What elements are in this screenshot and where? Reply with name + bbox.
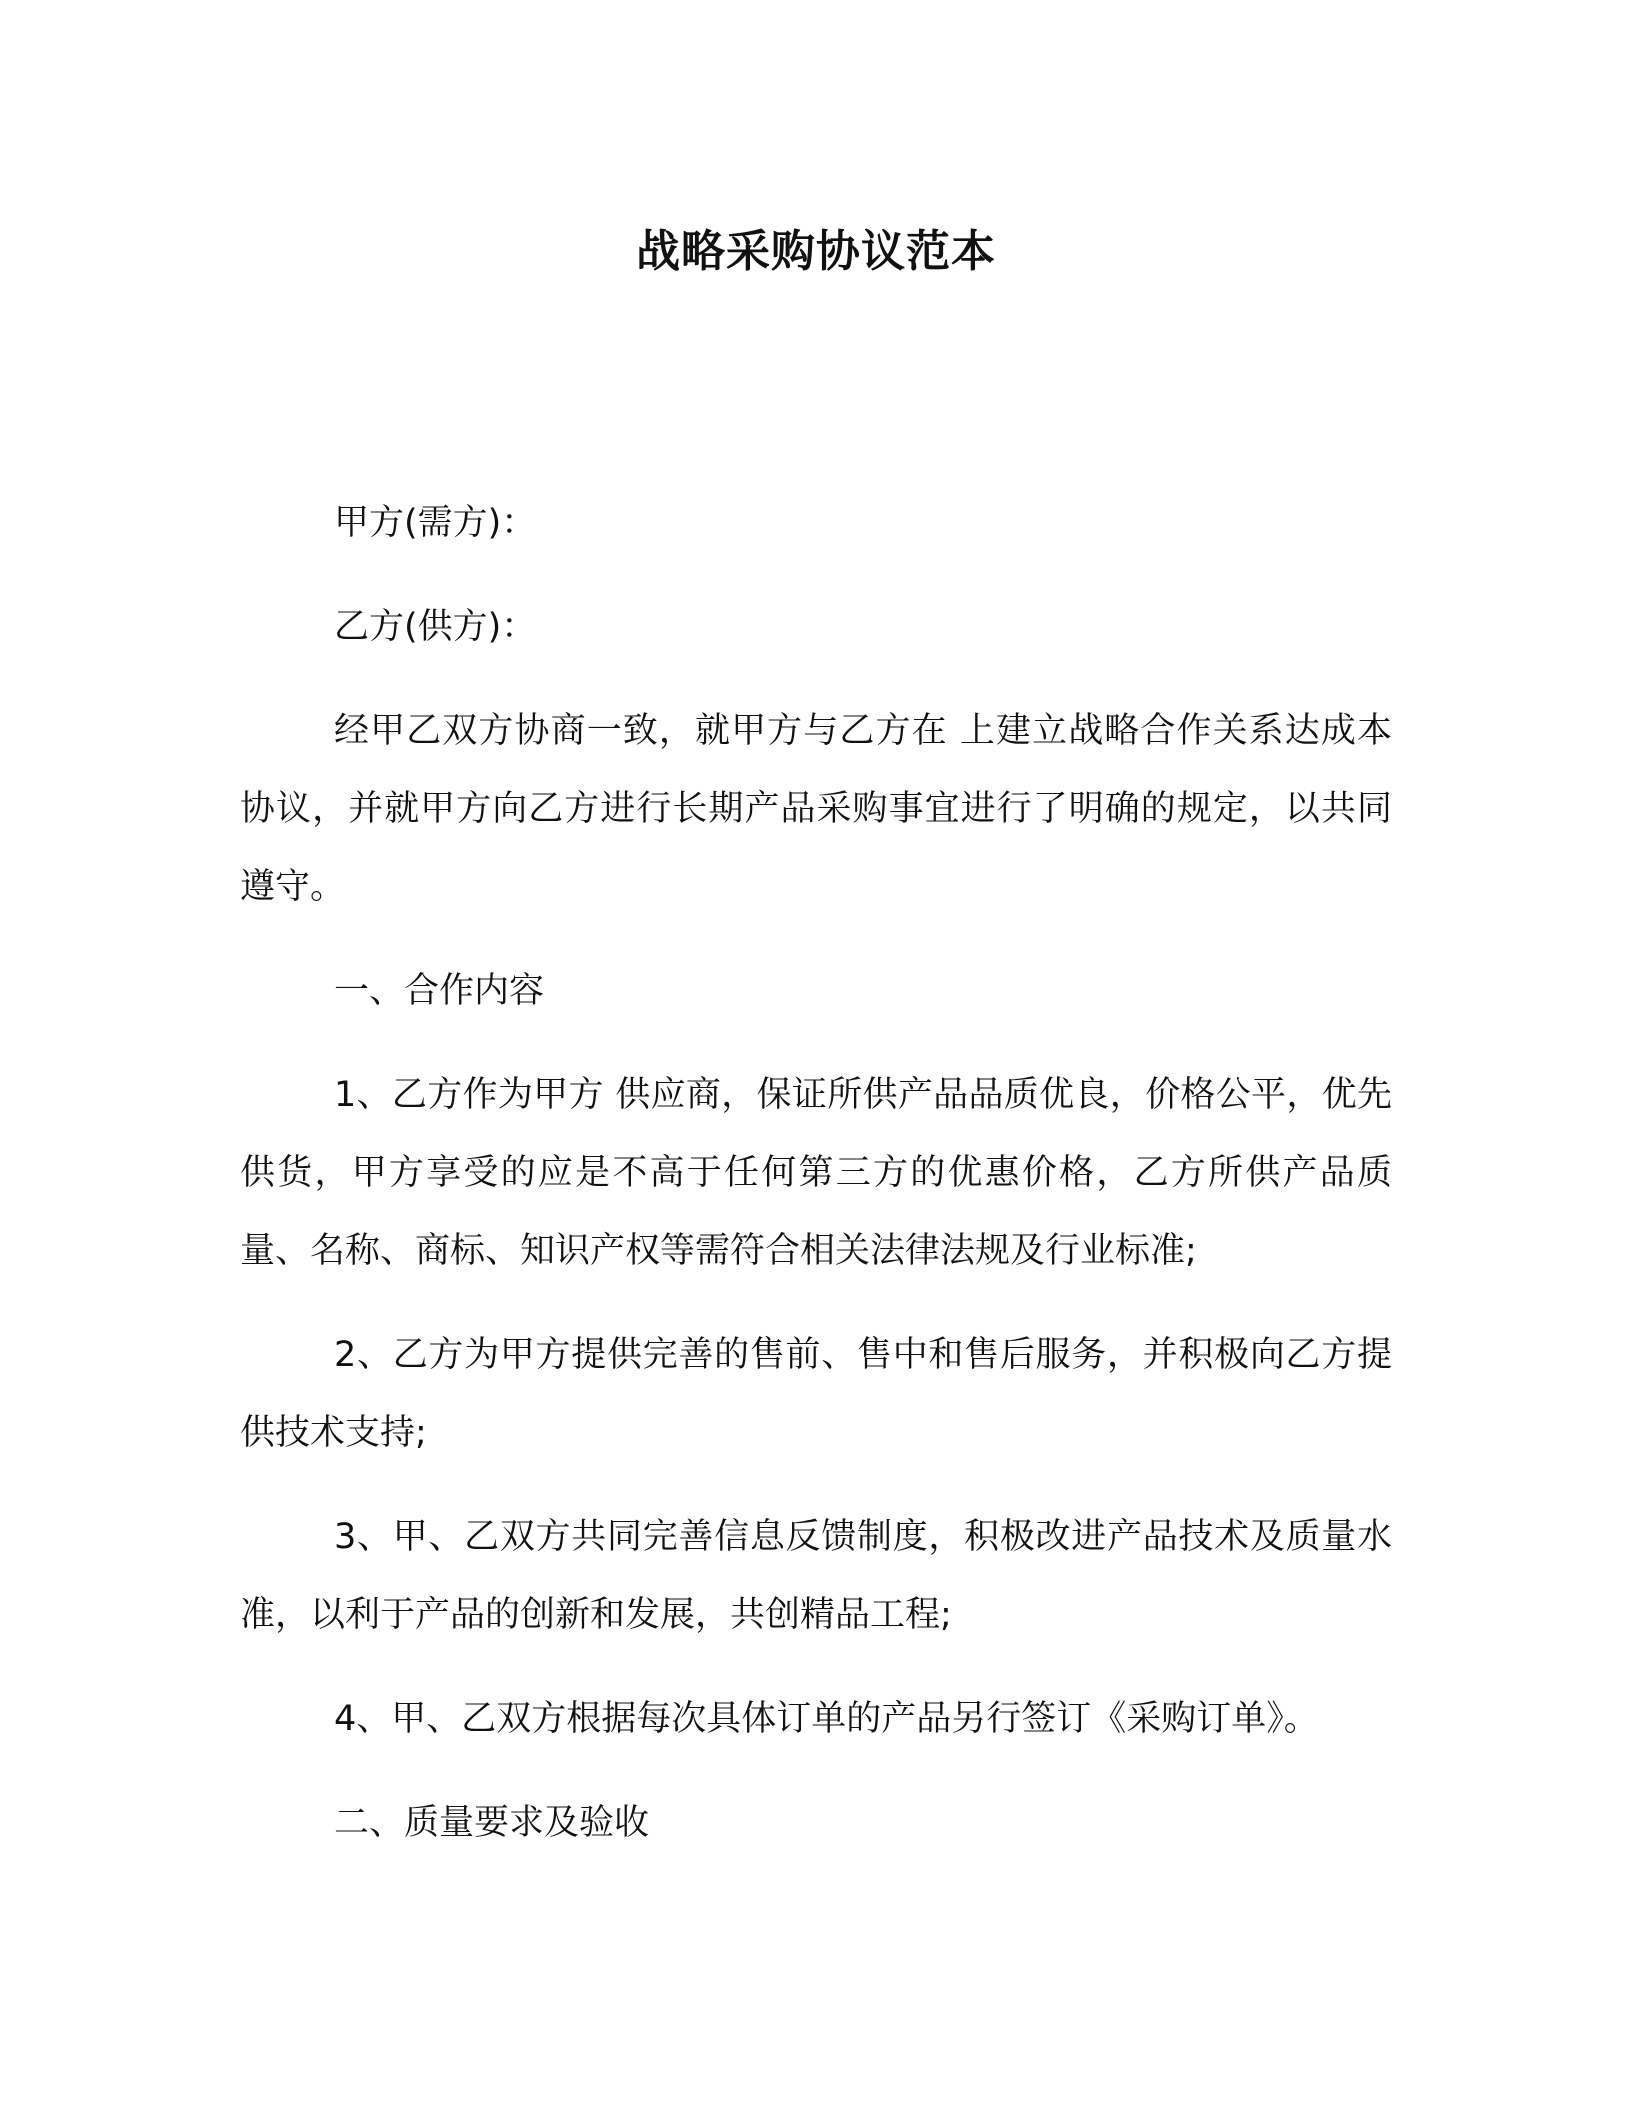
document-title: 战略采购协议范本	[636, 226, 996, 277]
clause-paragraph: 4、甲、乙双方根据每次具体订单的产品另行签订《采购订单》。	[334, 1699, 1319, 1739]
intro-paragraph: 经甲乙双方协商一致，就甲方与乙方在 上建立战略合作关系达成本协议，并就甲方向乙方进行长期产品采购事宜进行了明确的规定，以共同遵守。	[240, 711, 1392, 907]
clause-paragraph: 2、乙方为甲方提供完善的售前、售中和售后服务，并积极向乙方提供技术支持;	[240, 1335, 1392, 1453]
section-heading-cooperation: 一、合作内容	[334, 971, 545, 1011]
document-body	[240, 484, 1392, 1888]
clause-paragraph: 1、乙方作为甲方 供应商，保证所供产品品质优良，价格公平，优先供货，甲方享受的应是不高于任何第三方的优惠价格，乙方所供产品质量、名称、商标、知识产权等需符合相关法律法规及行业标准;	[240, 1075, 1392, 1271]
party-b-line: 乙方(供方)：	[334, 607, 537, 647]
party-a-line: 甲方(需方)：	[334, 503, 537, 543]
section-heading-quality: 二、质量要求及验收	[334, 1803, 650, 1843]
clause-paragraph: 3、甲、乙双方共同完善信息反馈制度，积极改进产品技术及质量水准，以利于产品的创新和发展，共创精品工程;	[240, 1517, 1392, 1635]
